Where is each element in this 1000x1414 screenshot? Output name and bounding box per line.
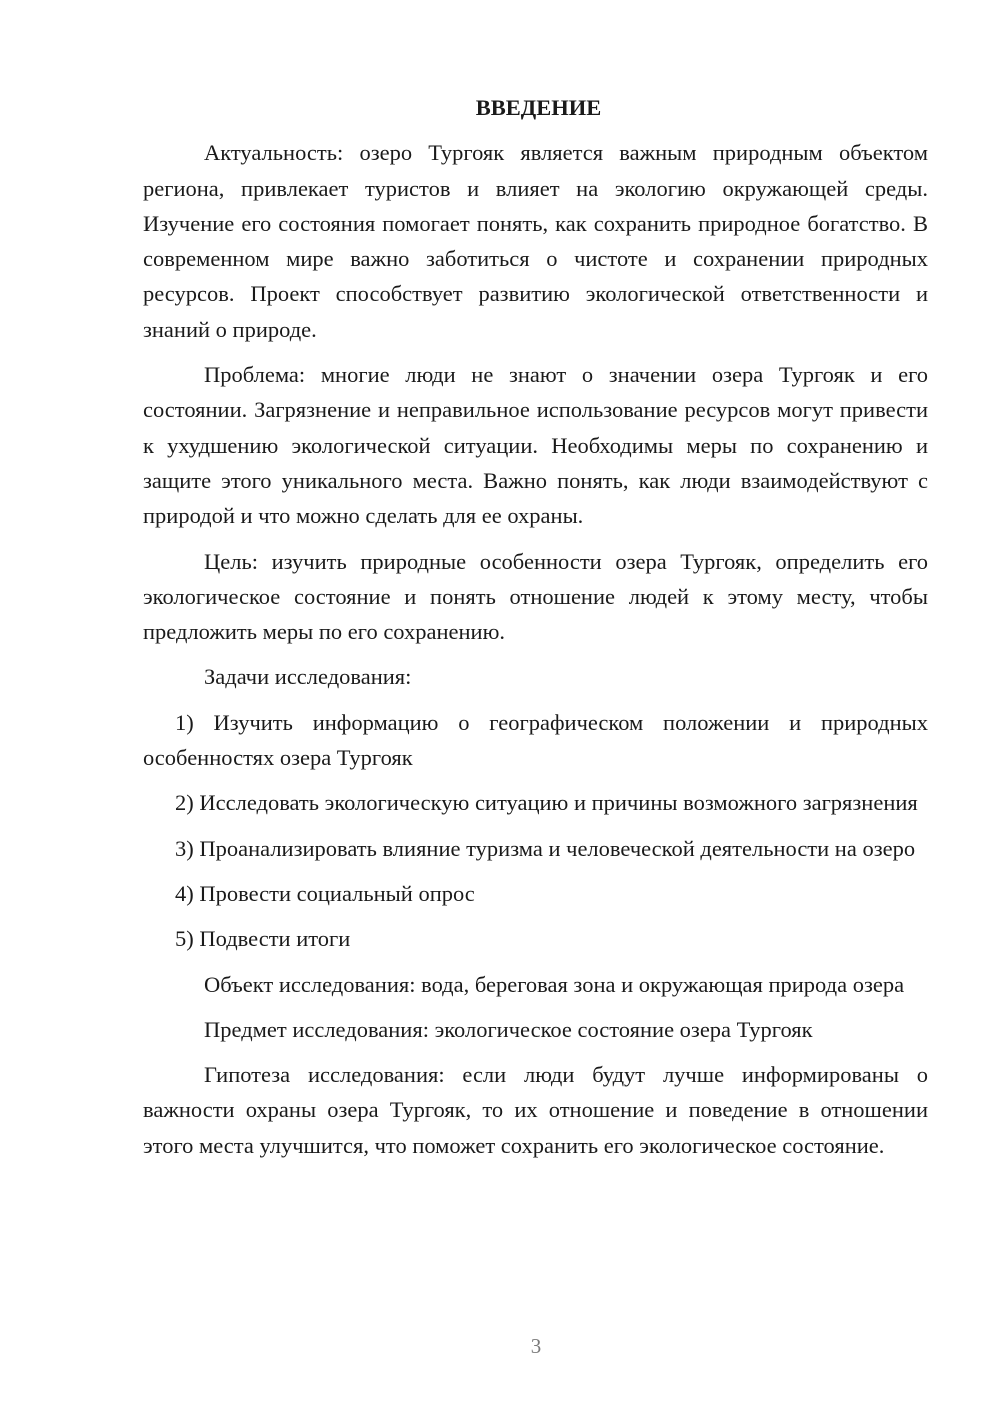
page-title: ВВЕДЕНИЕ	[475, 95, 602, 120]
hypothesis-paragraph: Гипотеза исследования: если люди будут лучше информированы о важности охраны озера Тургояк, то их отношение и поведение в отношении этого места улучшится, что поможет сохранить его экологическое состояние.	[143, 1062, 928, 1158]
problem-paragraph: Проблема: многие люди не знают о значении озера Тургояк и его состоянии. Загрязнение и неправильное использование ресурсов могут привести к ухудшению экологической ситуации. Необходимы меры по сохранению и защите этого уникального места. Важно понять, как люди взаимодействуют с природой и что можно сделать для ее охраны.	[143, 362, 928, 529]
page-content	[143, 90, 928, 1173]
goal-paragraph: Цель: изучить природные особенности озера Тургояк, определить его экологическое состояние и понять отношение людей к этому месту, чтобы предложить меры по его сохранению.	[143, 548, 928, 645]
task-item-3: 3) Проанализировать влияние туризма и человеческой деятельности на озеро	[175, 835, 916, 861]
object-paragraph: Объект исследования: вода, береговая зона и окружающая природа озера	[204, 971, 905, 997]
task-item-4: 4) Провести социальный опрос	[175, 880, 475, 906]
subject-paragraph: Предмет исследования: экологическое состояние озера Тургояк	[204, 1016, 813, 1042]
page-number: 3	[530, 1334, 542, 1358]
task-item-2: 2) Исследовать экологическую ситуацию и причины возможного загрязнения	[175, 790, 918, 816]
task-item-5: 5) Подвести итоги	[175, 926, 351, 952]
tasks-heading: Задачи исследования:	[204, 664, 412, 690]
relevance-paragraph: Актуальность: озеро Тургояк является важным природным объектом региона, привлекает туристов и влияет на экологию окружающей среды. Изучение его состояния помогает понять, как сохранить природное богатство. В современном мире важно заботиться о чистоте и сохранении природных ресурсов. Проект способствует развитию экологической ответственности и знаний о природе.	[143, 140, 928, 342]
task-item-1: 1) Изучить информацию о географическом положении и природных особенностях озера Тургояк	[143, 709, 928, 771]
